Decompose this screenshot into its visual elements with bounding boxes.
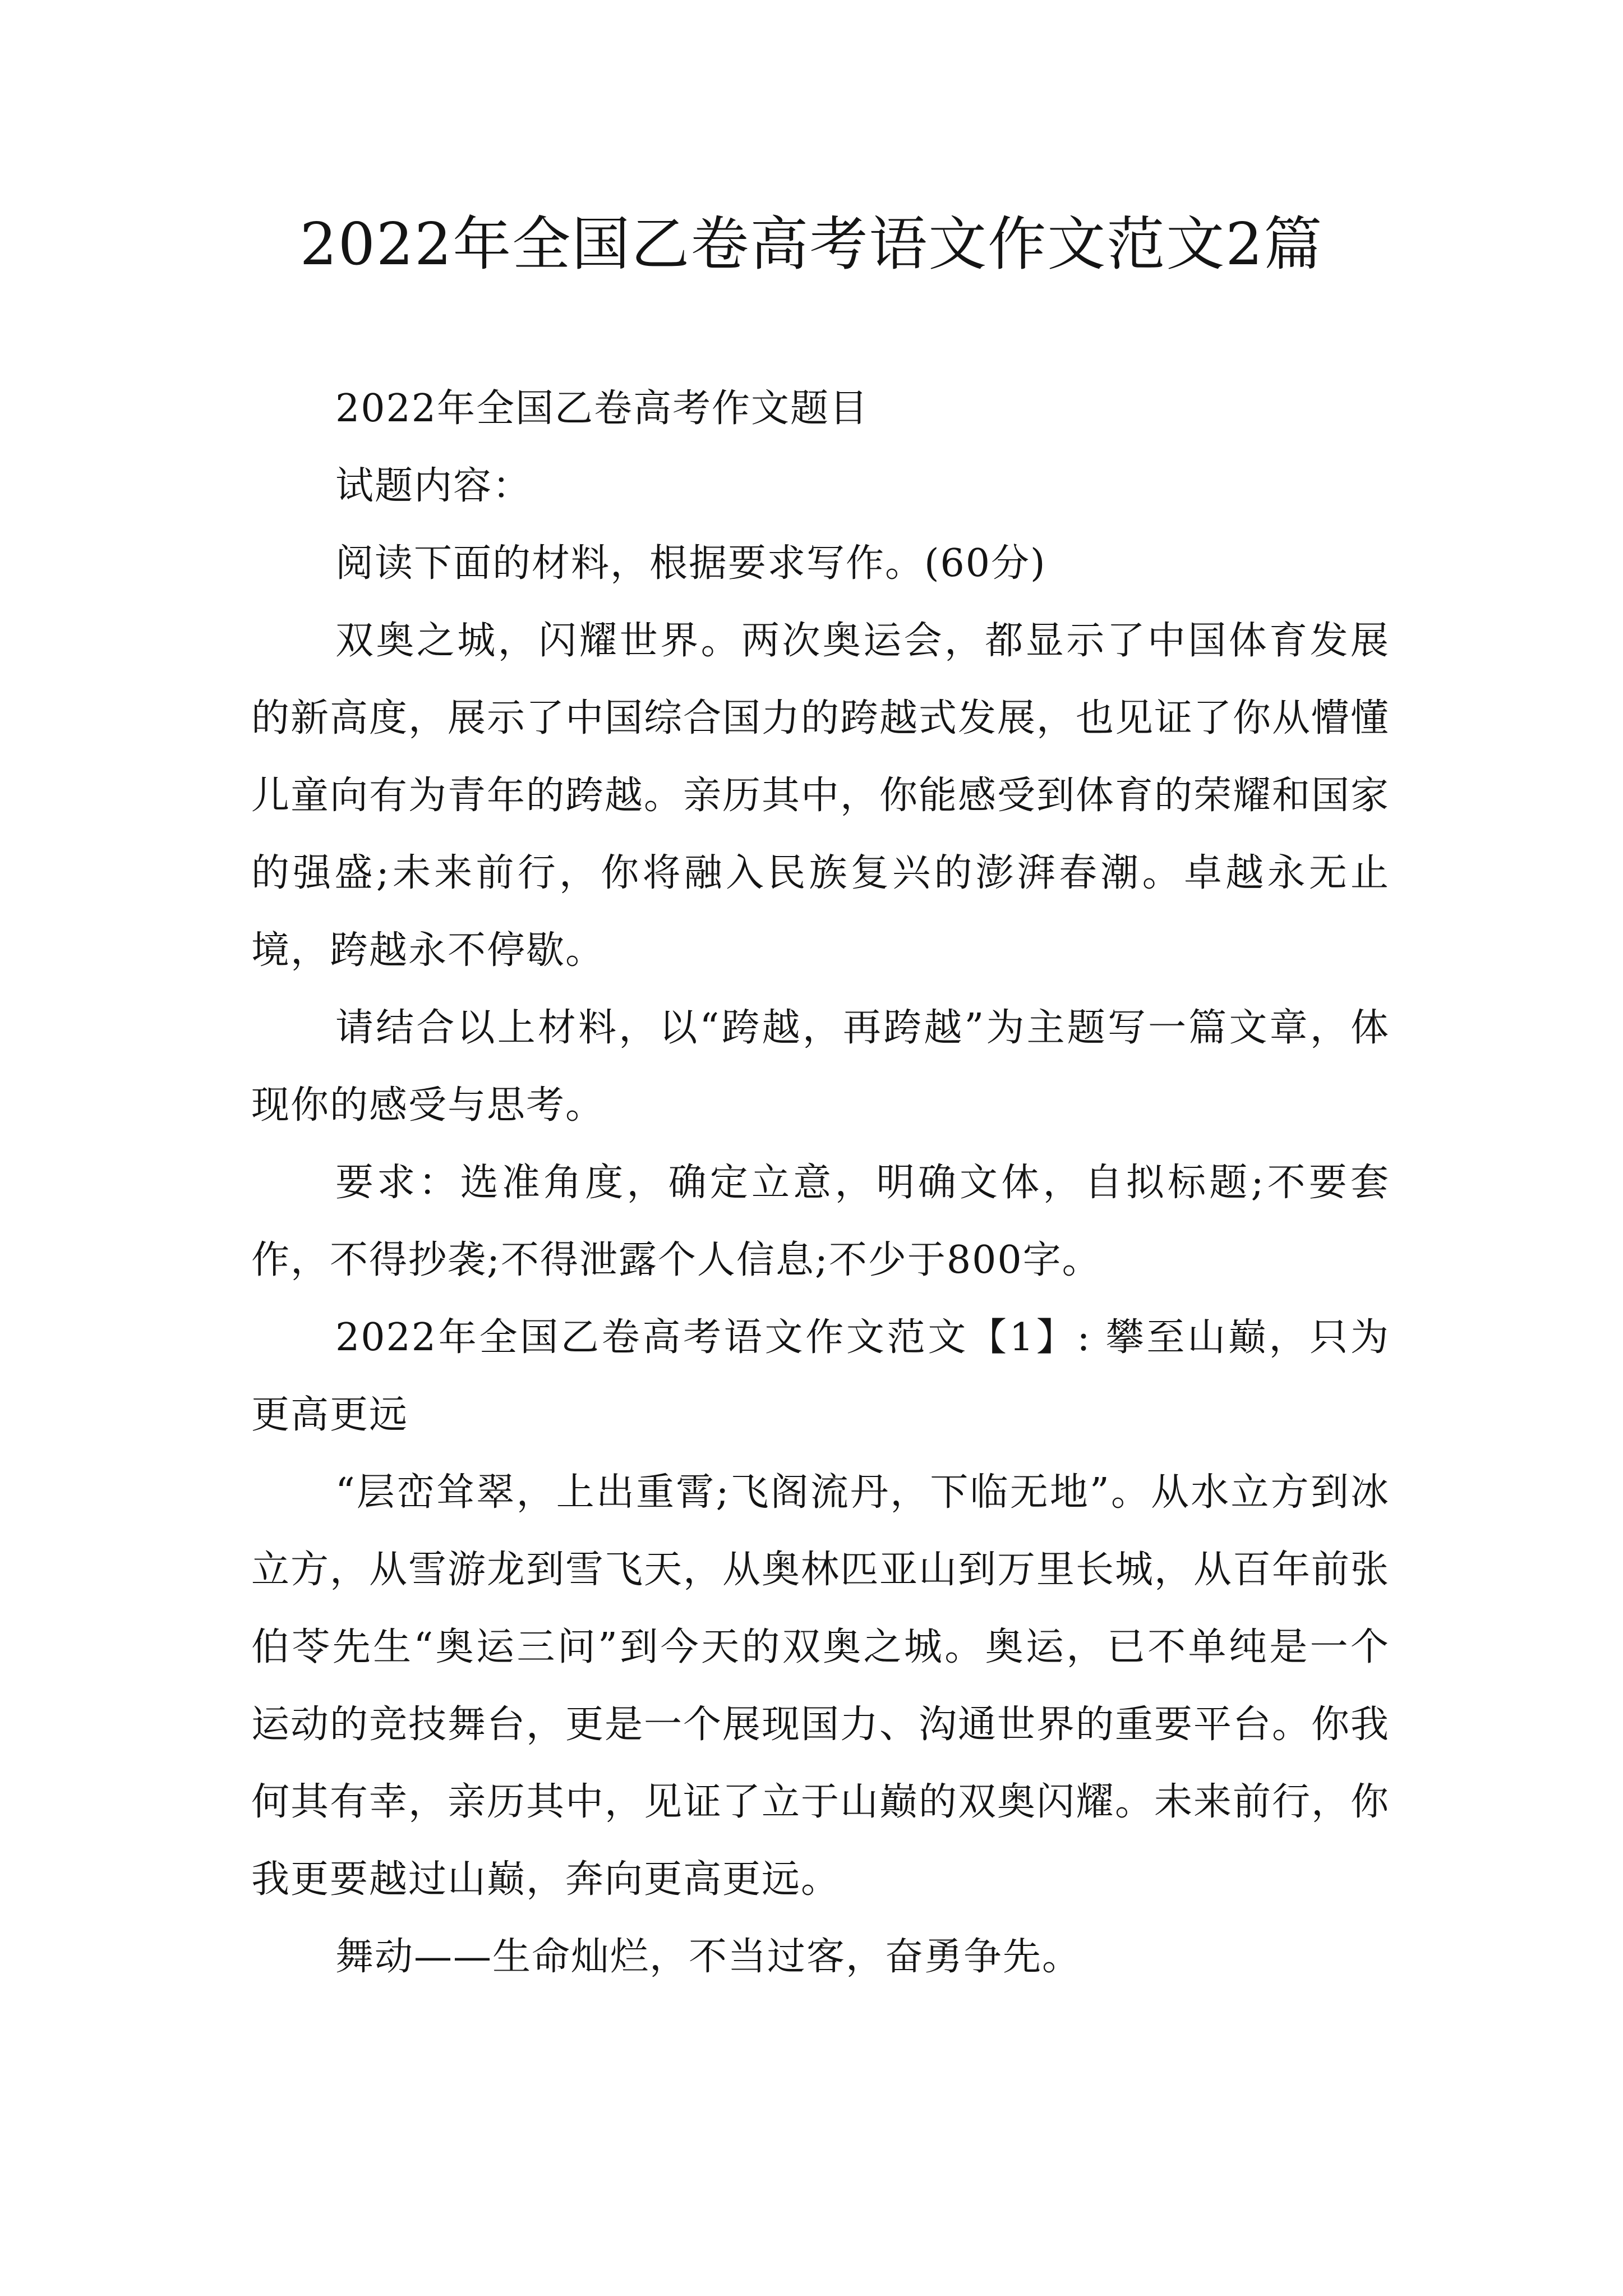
sample-essay-paragraph: “层峦耸翠，上出重霄;飞阁流丹，下临无地”。从水立方到冰立方，从雪游龙到雪飞天，从奥林匹亚山到万里长城，从百年前张伯苓先生“奥运三问”到今天的双奥之城。奥运，已不单纯是一个运动的竞技舞台，更是一个展现国力、沟通世界的重要平台。你我何其有幸，亲历其中，见证了立于山巅的双奥闪耀。未来前行，你我更要越过山巅，奔向更高更远。	[251, 1470, 1390, 1902]
prompt-material: 双奥之城，闪耀世界。两次奥运会，都显示了中国体育发展的新高度，展示了中国综合国力的跨越式发展，也见证了你从懵懂儿童向有为青年的跨越。亲历其中，你能感受到体育的荣耀和国家的强盛;未来前行，你将融入民族复兴的澎湃春潮。卓越永无止境，跨越永不停歇。	[251, 619, 1390, 973]
prompt-instruction: 阅读下面的材料，根据要求写作。(60分)	[335, 541, 1046, 586]
essay-prompt-heading: 2022年全国乙卷高考作文题目	[335, 386, 869, 431]
prompt-label: 试题内容：	[335, 464, 532, 508]
sample-essay-subheading: 舞动——生命灿烂，不当过客，奋勇争先。	[335, 1935, 1082, 1979]
sample-essay-heading: 2022年全国乙卷高考语文作文范文【1】: 攀至山巅，只为更高更远	[251, 1315, 1390, 1437]
prompt-requirements: 要求：选准角度，确定立意，明确文体，自拟标题;不要套作，不得抄袭;不得泄露个人信息;不少于800字。	[251, 1161, 1390, 1282]
prompt-task: 请结合以上材料，以“跨越，再跨越”为主题写一篇文章，体现你的感受与思考。	[251, 1006, 1390, 1128]
document-body	[251, 370, 1390, 1996]
document-title: 2022年全国乙卷高考语文作文范文2篇	[299, 210, 1324, 278]
